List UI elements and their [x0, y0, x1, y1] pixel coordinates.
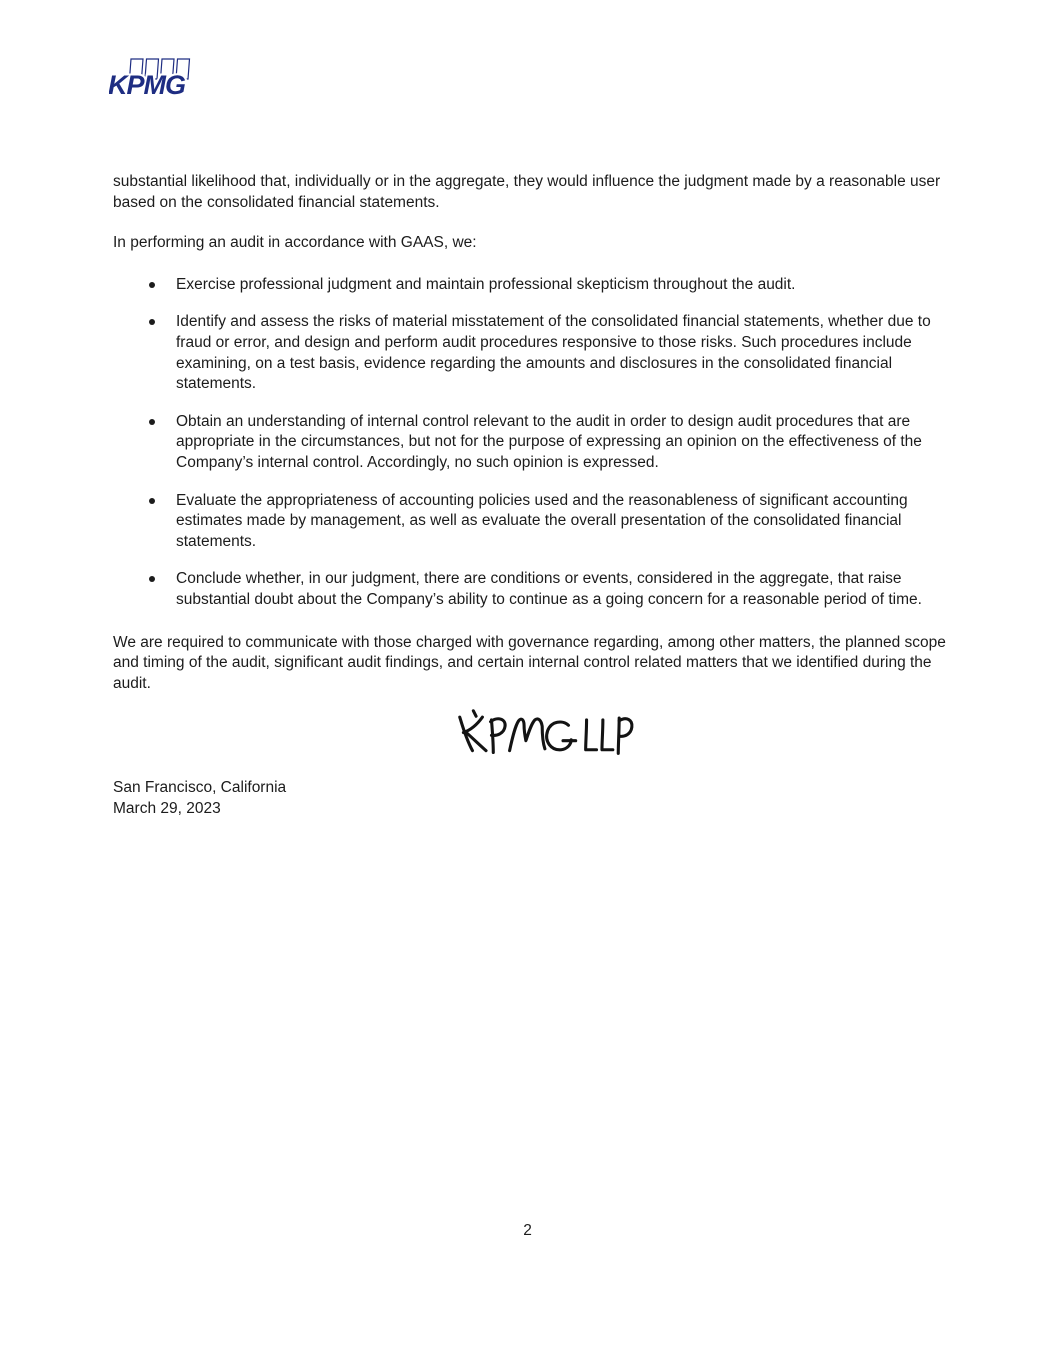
kpmg-logo — [109, 56, 209, 98]
kpmg-logo-icon — [109, 56, 209, 98]
list-item — [113, 569, 961, 610]
bullet-icon — [149, 419, 155, 425]
paragraph-gaas-lead-in: In performing an audit in accordance with GAAS, we: — [113, 234, 477, 252]
paragraph-closing: We are required to communicate with those charged with governance regarding, among other matters, the planned scope and timing of the audit, significant audit findings, and certain internal control related matters that we identified during the audit. — [113, 633, 946, 692]
list-item-text: Conclude whether, in our judgment, there are conditions or events, considered in the aggregate, that raise substantial doubt about the Company’s ability to continue as a going concern for a reasonable period of time. — [176, 570, 922, 608]
list-item-text: Evaluate the appropriateness of accounting policies used and the reasonableness of significant accounting estimates made by management, as well as evaluate the overall presentation of the consolidated financial statements. — [176, 491, 908, 550]
list-item — [113, 491, 961, 553]
page-number: 2 — [523, 1222, 532, 1239]
sign-off-block — [113, 778, 961, 819]
list-item — [113, 412, 961, 474]
list-item — [113, 275, 961, 296]
audit-procedures-list — [113, 275, 961, 611]
list-item-text: Exercise professional judgment and maintain professional skepticism throughout the audit. — [176, 275, 796, 293]
list-item-text: Identify and assess the risks of material misstatement of the consolidated financial statements, whether due to fraud or error, and design and perform audit procedures responsive to those risks. Such procedures include examining, on a test basis, evidence regarding the amounts and disclosures in the consolidated financial statements. — [176, 313, 931, 393]
paragraph-intro-continuation: substantial likelihood that, individually or in the aggregate, they would influence the judgment made by a reasonable user based on the consolidated financial statements. — [113, 173, 941, 211]
list-item — [113, 312, 961, 394]
bullet-icon — [149, 576, 155, 582]
bullet-icon — [149, 319, 155, 325]
signature-block — [113, 708, 961, 762]
bullet-icon — [149, 282, 155, 288]
letter-body — [113, 172, 961, 819]
list-item-text: Obtain an understanding of internal control relevant to the audit in order to design audit procedures that are appropriate in the circumstances, but not for the purpose of expressing an opinion on the effectiveness of the Company’s internal control. Accordingly, no such opinion is expressed. — [176, 412, 922, 471]
kpmg-logo-text: KPMG — [109, 70, 185, 98]
sign-off-date: March 29, 2023 — [113, 799, 221, 817]
signature-kpmg-llp-icon — [448, 708, 640, 758]
sign-off-location: San Francisco, California — [113, 779, 287, 797]
bullet-icon — [149, 498, 155, 504]
